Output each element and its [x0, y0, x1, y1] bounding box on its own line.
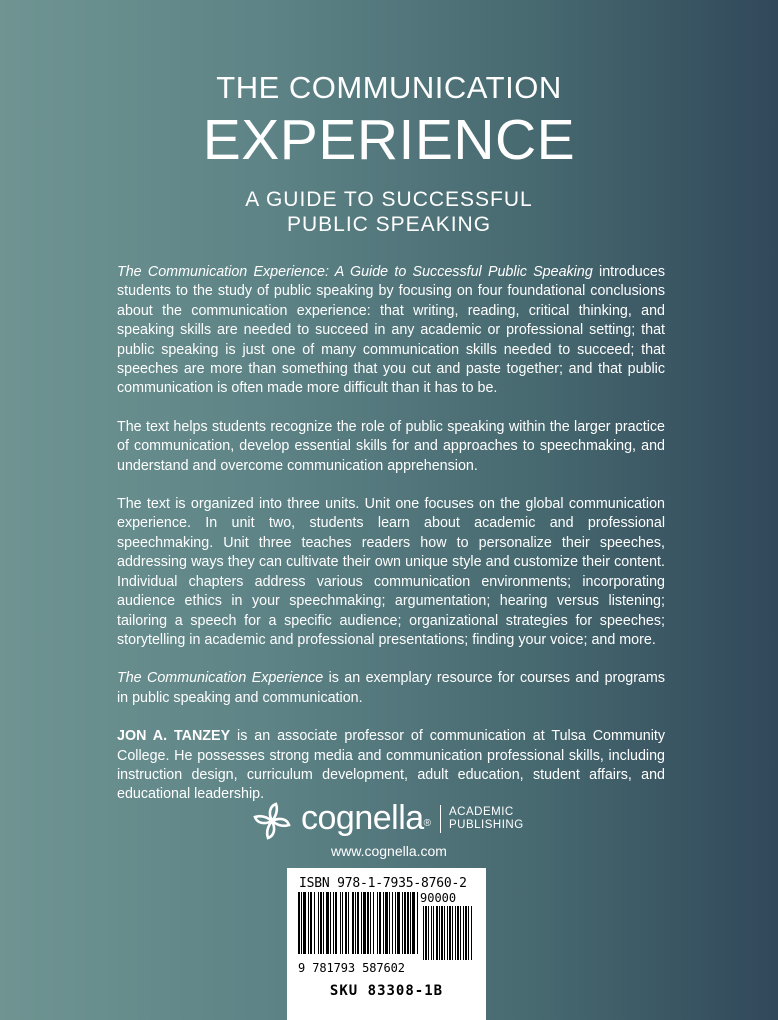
- paragraph-1-text: introduces students to the study of public speaking by focusing on four foundational conclusions about the communication experience: that writing, reading, critical thinking, and speaking skills are needed to succeed in any academic or professional setting; that public speaking is just one of many communication skills needed to succeed; that speeches are more than something that you cut and paste together; and that public communication is often made more difficult than it has to be.: [117, 264, 665, 397]
- barcode-addon-bar: [455, 906, 456, 960]
- barcode-bar: [330, 892, 331, 954]
- barcode-bar: [320, 892, 322, 954]
- barcode-bar: [310, 892, 312, 954]
- barcode-bar: [367, 892, 369, 954]
- cover-subtitle: [0, 187, 778, 237]
- barcode-bar: [342, 892, 343, 954]
- barcode-addon-bar: [428, 906, 429, 960]
- title-line-2: EXPERIENCE: [202, 108, 576, 172]
- barcode-bar: [373, 892, 374, 954]
- barcode-bar: [301, 892, 302, 954]
- barcode-bar: [404, 892, 406, 954]
- barcode-bar: [377, 892, 378, 954]
- back-cover-description: [117, 263, 665, 824]
- book-title-italic: The Communication Experience: A Guide to Successful Public Speaking: [117, 264, 593, 280]
- barcode-bar: [357, 892, 359, 954]
- barcode-bar: [370, 892, 371, 954]
- publisher-name-text: cognella: [301, 799, 424, 837]
- barcode-bar: [397, 892, 400, 954]
- barcode-addon-bar: [433, 906, 434, 960]
- barcode-addon-bar: [436, 906, 438, 960]
- barcode-addon-bar: [452, 906, 453, 960]
- cognella-flower-icon: [250, 799, 294, 843]
- book-title-italic-short: The Communication Experience: [117, 670, 324, 687]
- barcode-addon-bar: [423, 906, 424, 960]
- barcode-bar: [417, 892, 418, 954]
- tagline-line-2: PUBLISHING: [449, 819, 524, 831]
- barcode-addon-bar: [449, 906, 451, 960]
- barcode-bar: [355, 892, 356, 954]
- barcode-bar: [340, 892, 341, 954]
- barcode-addon-bar: [431, 906, 432, 960]
- author-name: JON A. TANZEY: [117, 728, 231, 745]
- barcode-addon-bar: [425, 906, 427, 960]
- publisher-url: www.cognella.com: [331, 843, 447, 859]
- publisher-divider: [440, 805, 441, 833]
- barcode-digits: 9 781793 587602: [298, 961, 405, 975]
- barcode-bar: [314, 892, 315, 954]
- author-bio: [117, 727, 665, 805]
- title-line-1: THE COMMUNICATION: [216, 70, 562, 105]
- description-paragraph-1: [117, 263, 665, 399]
- barcode-bar: [333, 892, 334, 954]
- barcode-bar: [308, 892, 309, 954]
- barcode-bar: [412, 892, 415, 954]
- barcode-bar: [318, 892, 319, 954]
- barcode-bar: [352, 892, 354, 954]
- barcode-addon-bar: [447, 906, 448, 960]
- barcode-addon-bar: [465, 906, 467, 960]
- barcode-addon-bar: [463, 906, 464, 960]
- barcode-bar: [395, 892, 396, 954]
- description-paragraph-2: The text helps students recognize the role of public speaking within the larger practice of communication, develop essential skills for and approaches to speechmaking, and understand and overcome communication apprehension.: [117, 418, 665, 474]
- barcode-bar: [298, 892, 300, 954]
- author-bio-text: is an associate professor of communication at Tulsa Community College. He possesses strong media and communication professional skills, including instruction design, curriculum development, adult education, student affairs, and educational leadership.: [117, 728, 666, 803]
- barcode-addon-bar: [457, 906, 459, 960]
- barcode-addon-bar: [460, 906, 461, 960]
- barcode-bar: [402, 892, 403, 954]
- barcode-bar: [407, 892, 409, 954]
- barcode-bar: [383, 892, 384, 954]
- barcode-bar: [326, 892, 329, 954]
- barcode-bar: [303, 892, 306, 954]
- tagline-line-1: ACADEMIC: [449, 806, 514, 818]
- barcode-bar: [363, 892, 366, 954]
- description-paragraph-4: [117, 669, 665, 708]
- barcode-bar: [379, 892, 381, 954]
- barcode-label: [287, 868, 486, 1020]
- publisher-logo: [250, 797, 550, 837]
- isbn-text: ISBN 978-1-7935-8760-2: [299, 876, 467, 891]
- price-code: 90000: [420, 891, 457, 905]
- barcode-addon-bar: [471, 906, 472, 960]
- description-paragraph-3: The text is organized into three units. Unit one focuses on the global communication experience. In unit two, students learn about academic and professional speechmaking. Unit three teaches readers how to personalize their speeches, addressing ways they can cultivate their own unique style and customize their content. Individual chapters address various communication environments; incorporating audience ethics in your speechmaking; argumentation; hearing versus listening; tailoring a speech for a specific audience; organizational strategies for speeches; storytelling in academic and professional presentations; finding your voice; and more.: [117, 496, 665, 648]
- barcode-bar: [392, 892, 393, 954]
- barcode-bar: [345, 892, 347, 954]
- barcode-bar: [323, 892, 324, 954]
- barcode-addon-bar: [444, 906, 445, 960]
- barcode-addon-bar: [441, 906, 443, 960]
- sku-text: SKU 83308-1B: [329, 983, 444, 999]
- publisher-tagline: [449, 806, 524, 832]
- barcode-addon-bar: [468, 906, 469, 960]
- subtitle-line-2: PUBLIC SPEAKING: [286, 213, 492, 236]
- publisher-name: [301, 798, 431, 838]
- barcode-bar: [410, 892, 411, 954]
- barcode-bar: [385, 892, 388, 954]
- barcode-bar: [389, 892, 390, 954]
- barcode-bar: [348, 892, 349, 954]
- paragraph-4-text: is an exemplary resource for courses and programs in public speaking and communication.: [117, 670, 665, 706]
- registered-mark: ®: [423, 818, 431, 829]
- barcode-addon-bar: [439, 906, 440, 960]
- subtitle-line-1: A GUIDE TO SUCCESSFUL: [245, 188, 533, 211]
- barcode-bar: [361, 892, 362, 954]
- barcode-bar: [335, 892, 337, 954]
